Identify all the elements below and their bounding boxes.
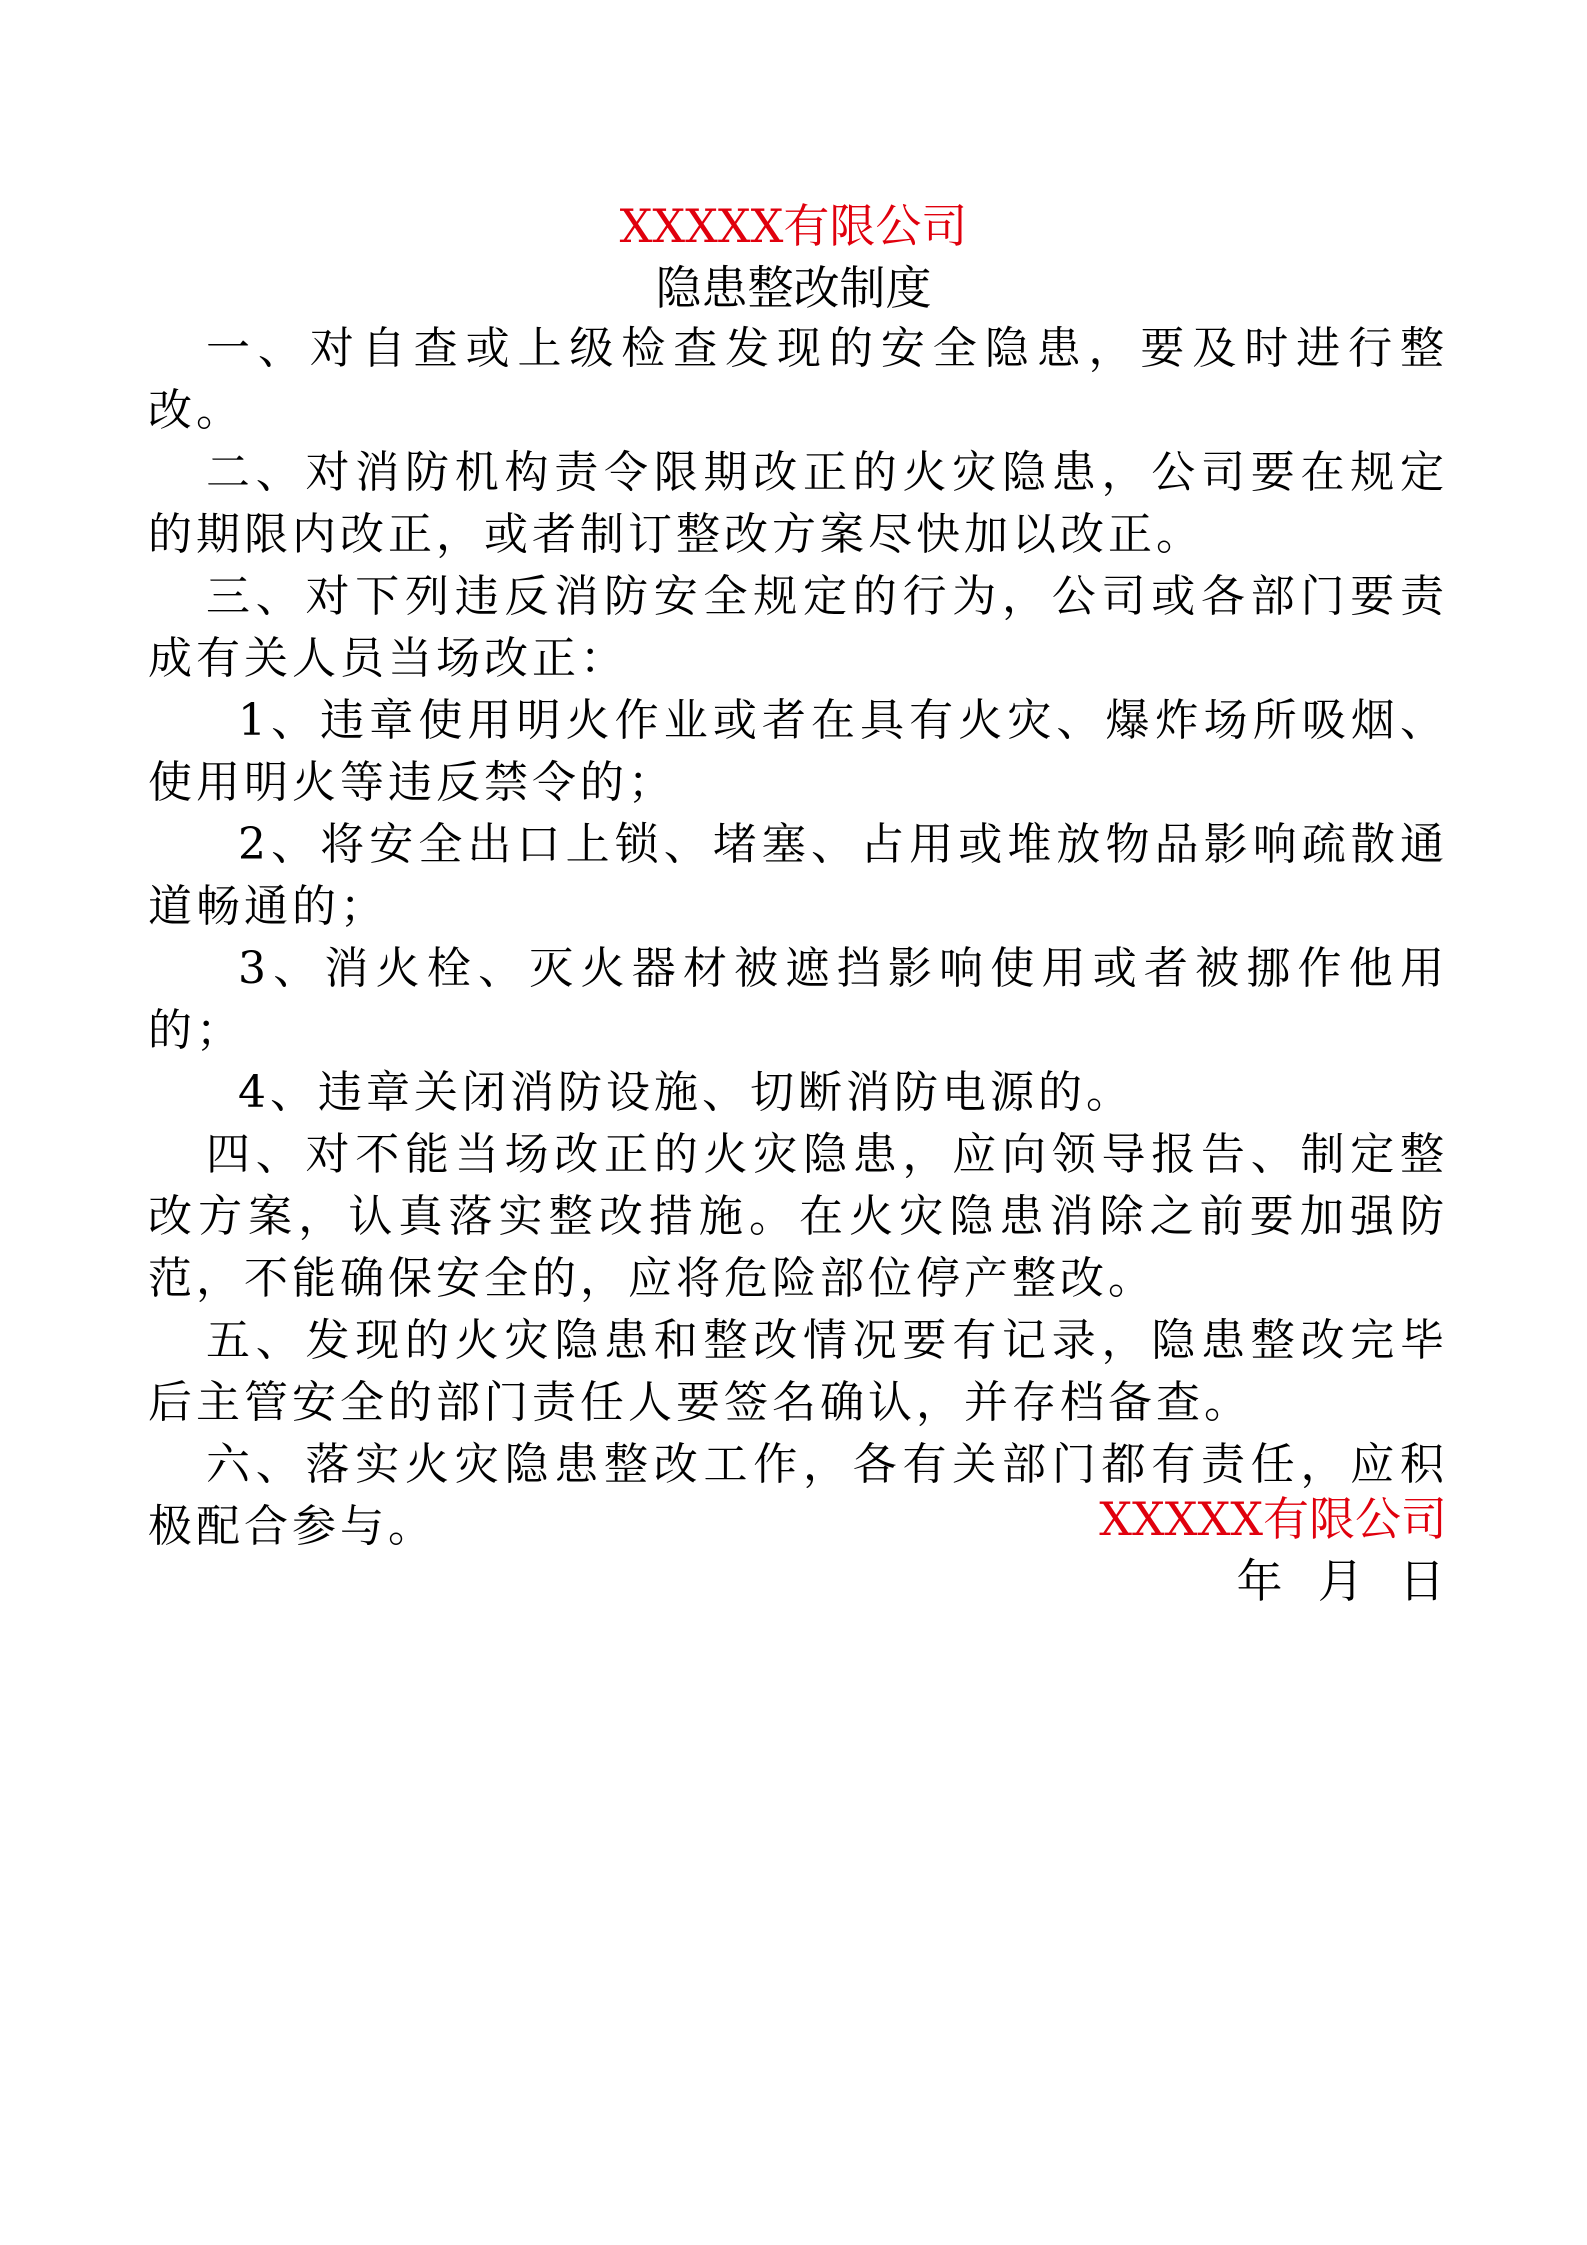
signature-company: XXXXX有限公司 xyxy=(1099,1492,1447,1546)
signature-block xyxy=(1099,1488,1447,1612)
paragraph-6: 六、落实火灾隐患整改工作，各有关部门都有责任，应积极配合参与。 xyxy=(148,1439,1448,1552)
document-title: 隐患整改制度 xyxy=(655,261,932,315)
paragraph-3: 三、对下列违反消防安全规定的行为，公司或各部门要责成有关人员当场改正： xyxy=(148,571,1448,684)
sub-item-4: 4、违章关闭消防设施、切断消防电源的。 xyxy=(238,1067,1134,1118)
paragraph-5: 五、发现的火灾隐患和整改情况要有记录，隐患整改完毕后主管安全的部门责任人要签名确认，并存档备查。 xyxy=(148,1315,1448,1428)
signature-date: 年 月 日 xyxy=(1236,1554,1447,1608)
sub-item-2: 2、将安全出口上锁、堵塞、占用或堆放物品影响疏散通道畅通的； xyxy=(148,819,1448,932)
sub-item-3: 3、消火栓、灭火器材被遮挡影响使用或者被挪作他用的； xyxy=(148,943,1448,1056)
document-body xyxy=(148,318,1448,1558)
paragraph-1: 一、对自查或上级检查发现的安全隐患，要及时进行整改。 xyxy=(148,323,1448,436)
paragraph-2: 二、对消防机构责令限期改正的火灾隐患，公司要在规定的期限内改正，或者制订整改方案尽快加以改正。 xyxy=(148,447,1448,560)
paragraph-4: 四、对不能当场改正的火灾隐患，应向领导报告、制定整改方案，认真落实整改措施。在火灾隐患消除之前要加强防范，不能确保安全的，应将危险部位停产整改。 xyxy=(148,1129,1448,1304)
sub-item-1: 1、违章使用明火作业或者在具有火灾、爆炸场所吸烟、使用明火等违反禁令的； xyxy=(148,695,1448,808)
company-name-header: XXXXX有限公司 xyxy=(619,199,968,253)
